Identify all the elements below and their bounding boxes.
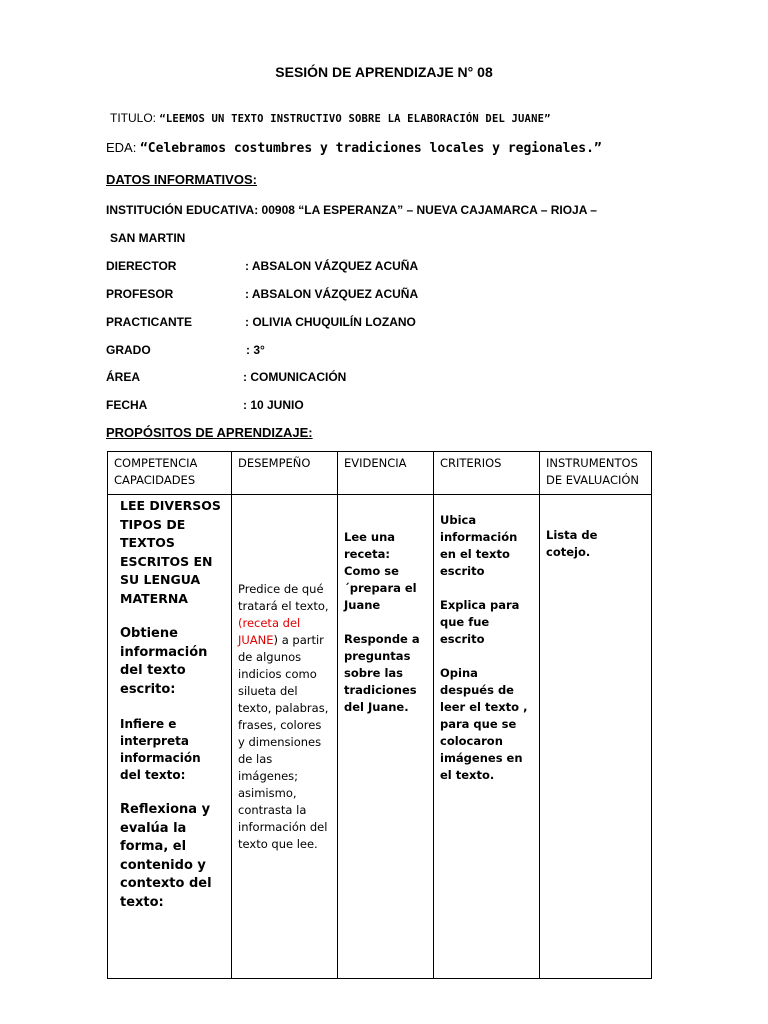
- table-row: [108, 495, 652, 979]
- eda-line: [106, 140, 602, 156]
- header-evidencia: EVIDENCIA: [338, 452, 434, 495]
- cell-competencia: [108, 495, 232, 979]
- instrumento-lista-cotejo: Lista de cotejo.: [546, 528, 598, 559]
- titulo-text: “LEEMOS UN TEXTO INSTRUCTIVO SOBRE LA ELABORACIÓN DEL JUANE”: [159, 113, 551, 125]
- titulo-label: TITULO:: [110, 111, 160, 125]
- criterio-opina: Opina después de leer el texto , para que se colocaron imágenes en el texto.: [440, 666, 528, 782]
- cell-instrumentos: [540, 495, 652, 979]
- evidencia-responde: Responde a preguntas sobre las tradiciones del Juane.: [344, 632, 420, 714]
- cell-criterios: [434, 495, 540, 979]
- criterio-ubica: Ubica información en el texto escrito: [440, 513, 518, 578]
- field-label-profesor: PROFESOR: [106, 287, 174, 301]
- field-value-grado: : 3°: [246, 343, 265, 357]
- competencia-main: LEE DIVERSOS TIPOS DE TEXTOS ESCRITOS EN SU LENGUA MATERNA: [120, 498, 221, 606]
- cell-evidencia: [338, 495, 434, 979]
- criterio-explica: Explica para que fue escrito: [440, 598, 520, 646]
- field-label-director: DIERECTOR: [106, 259, 177, 273]
- desempeno-part1: Predice de qué tratará el texto,: [238, 582, 329, 613]
- cell-desempeno: [232, 495, 338, 979]
- desempeno-highlight: (receta del JUANE: [238, 616, 301, 647]
- field-label-practicante: PRACTICANTE: [106, 315, 192, 329]
- header-criterios: CRITERIOS: [434, 452, 540, 495]
- titulo-line: [110, 111, 551, 125]
- institucion-line-1: INSTITUCIÓN EDUCATIVA: 00908 “LA ESPERANZA” – NUEVA CAJAMARCA – RIOJA –: [106, 203, 597, 217]
- eda-label: EDA:: [106, 140, 140, 155]
- document-title: SESIÓN DE APRENDIZAJE N° 08: [275, 64, 493, 80]
- datos-informativos-heading: DATOS INFORMATIVOS:: [106, 172, 257, 187]
- desempeno-part2: ) a partir de algunos indicios como silueta del texto, palabras, frases, colores y dimensiones de las imágenes; asimismo, contrasta la información del texto que lee.: [238, 633, 329, 851]
- field-value-director: : ABSALON VÁZQUEZ ACUÑA: [245, 259, 419, 273]
- institucion-line-2: SAN MARTIN: [110, 231, 186, 245]
- evidencia-lee-receta: Lee una receta: Como se ´prepara el Juane: [344, 530, 417, 612]
- field-value-practicante: : OLIVIA CHUQUILÍN LOZANO: [245, 315, 416, 329]
- field-label-grado: GRADO: [106, 343, 151, 357]
- field-value-area: : COMUNICACIÓN: [243, 370, 347, 384]
- propositos-table: [107, 451, 652, 979]
- header-instrumentos: INSTRUMENTOS DE EVALUACIÓN: [540, 452, 652, 495]
- header-competencia: COMPETENCIA CAPACIDADES: [108, 452, 232, 495]
- field-value-profesor: : ABSALON VÁZQUEZ ACUÑA: [245, 287, 419, 301]
- table-header-row: [108, 452, 652, 495]
- desempeno-text: [238, 581, 331, 853]
- eda-text: “Celebramos costumbres y tradiciones locales y regionales.”: [139, 141, 602, 156]
- capacidad-obtiene: Obtiene información del texto escrito:: [120, 626, 208, 697]
- propositos-heading: PROPÓSITOS DE APRENDIZAJE:: [106, 425, 313, 440]
- header-desempeno: DESEMPEÑO: [232, 452, 338, 495]
- capacidad-infiere: Infiere e interpreta información del texto:: [120, 717, 201, 782]
- field-label-area: ÁREA: [106, 370, 141, 384]
- field-value-fecha: : 10 JUNIO: [243, 398, 304, 412]
- capacidad-reflexiona: Reflexiona y evalúa la forma, el contenido y contexto del texto:: [120, 802, 212, 910]
- field-label-fecha: FECHA: [106, 398, 148, 412]
